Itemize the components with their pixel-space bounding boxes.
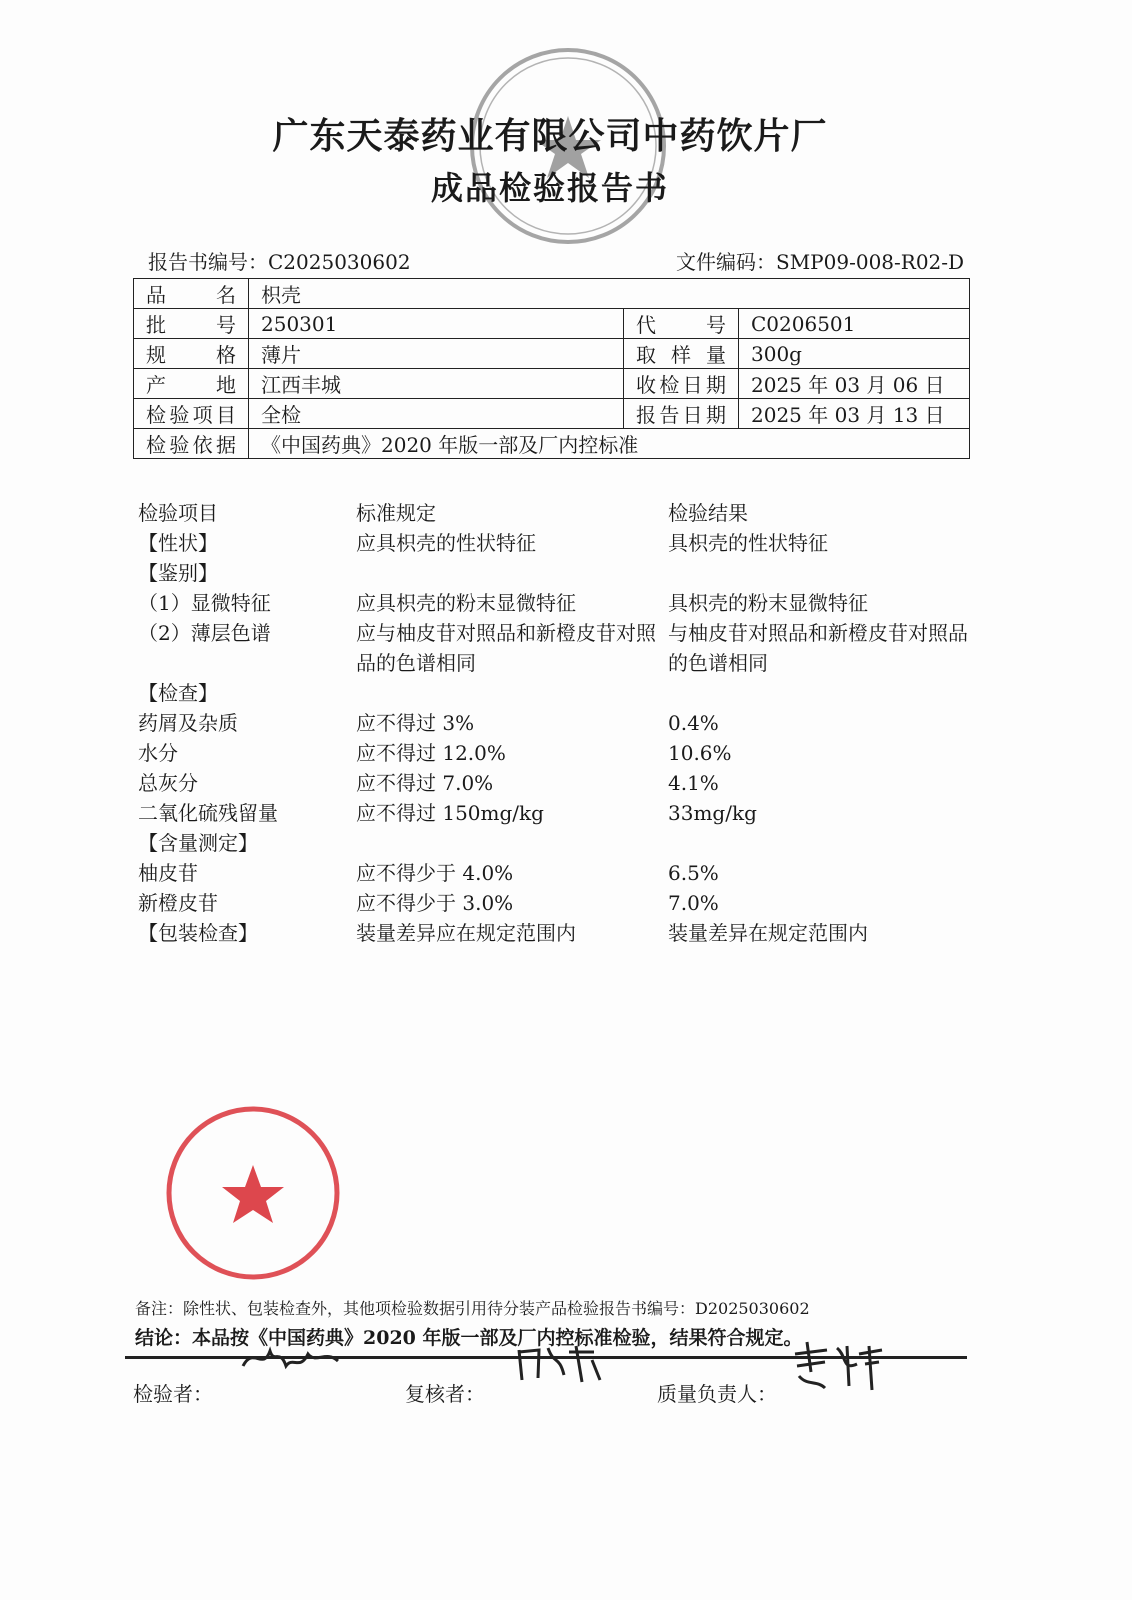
row-standard: 装量差异应在规定范围内: [356, 921, 576, 945]
receive-date-label: 收检日期: [624, 369, 739, 399]
report-number-value: C2025030602: [268, 250, 411, 274]
row-standard: 应不得过 12.0%: [356, 741, 506, 765]
batch-value: 250301: [249, 309, 624, 339]
row-item: 二氧化硫残留量: [138, 801, 278, 825]
spec-value: 薄片: [249, 339, 624, 369]
product-info-table: [133, 278, 970, 459]
row-item: 药屑及杂质: [138, 711, 238, 735]
qa-signature: [787, 1336, 887, 1394]
row-result: 33mg/kg: [668, 801, 757, 825]
row-result: 7.0%: [668, 891, 719, 915]
row-item: （2）薄层色谱: [138, 621, 271, 645]
reviewer-label: 复核者：: [405, 1382, 485, 1406]
remark-note: 备注：除性状、包装检查外，其他项检验数据引用待分装产品检验报告书编号：D2025030602: [135, 1299, 810, 1318]
sample-qty-value: 300g: [739, 339, 970, 369]
list-item: [138, 528, 988, 558]
basis-label: 检验依据: [134, 429, 249, 459]
row-result: 具枳壳的性状特征: [668, 531, 828, 555]
file-code: [676, 246, 964, 275]
qa-label: 质量负责人：: [657, 1382, 777, 1406]
row-item: 【含量测定】: [138, 831, 258, 855]
report-date-label: 报告日期: [624, 399, 739, 429]
table-row: [134, 339, 970, 369]
test-item-value: 全检: [249, 399, 624, 429]
company-title: 广东天泰药业有限公司中药饮片厂: [272, 115, 828, 157]
spec-label: 规格: [134, 339, 249, 369]
row-result: 0.4%: [668, 711, 719, 735]
row-standard: 应不得过 7.0%: [356, 771, 494, 795]
batch-label: 批号: [134, 309, 249, 339]
row-item: 【检查】: [138, 681, 218, 705]
list-item: [138, 828, 988, 858]
header-result: 检验结果: [668, 501, 748, 525]
row-item: 柚皮苷: [138, 861, 198, 885]
list-item: [138, 888, 988, 918]
row-standard: 应不得过 150mg/kg: [356, 801, 544, 825]
list-item: [138, 618, 988, 678]
row-item: 新橙皮苷: [138, 891, 218, 915]
row-standard: 应不得少于 4.0%: [356, 861, 514, 885]
list-item: [138, 558, 988, 588]
row-item: 【鉴别】: [138, 561, 218, 585]
list-item: [138, 798, 988, 828]
row-standard: 应与柚皮苷对照品和新橙皮苷对照品的色谱相同: [356, 621, 656, 675]
quality-dept-stamp: [163, 1103, 343, 1283]
list-item: [138, 768, 988, 798]
row-item: 水分: [138, 741, 178, 765]
test-item-label: 检验项目: [134, 399, 249, 429]
report-date-value: 2025 年 03 月 13 日: [739, 399, 970, 429]
basis-value: 《中国药典》2020 年版一部及厂内控标准: [249, 429, 970, 459]
table-row: [134, 369, 970, 399]
receive-date-value: 2025 年 03 月 06 日: [739, 369, 970, 399]
row-result: 与柚皮苷对照品和新橙皮苷对照品的色谱相同: [668, 621, 968, 675]
code-label: 代号: [624, 309, 739, 339]
row-result: 4.1%: [668, 771, 719, 795]
row-item: 总灰分: [138, 771, 198, 795]
row-item: 【包装检查】: [138, 921, 258, 945]
row-standard: 应不得少于 3.0%: [356, 891, 514, 915]
row-result: 10.6%: [668, 741, 732, 765]
list-item: [138, 738, 988, 768]
reviewer-signature: [514, 1340, 606, 1390]
table-row: [134, 429, 970, 459]
origin-label: 产地: [134, 369, 249, 399]
inspector-signature: [238, 1336, 348, 1386]
inspector-label: 检验者：: [133, 1382, 213, 1406]
list-item: [138, 588, 988, 618]
list-item: [138, 708, 988, 738]
row-result: 6.5%: [668, 861, 719, 885]
row-item: 【性状】: [138, 531, 218, 555]
results-header: [138, 498, 988, 528]
row-result: 具枳壳的粉末显微特征: [668, 591, 868, 615]
conclusion: 结论：本品按《中国药典》2020 年版一部及厂内控标准检验，结果符合规定。: [135, 1327, 803, 1349]
code-value: C0206501: [739, 309, 970, 339]
sample-qty-label: 取样量: [624, 339, 739, 369]
report-number-label: 报告书编号：: [148, 250, 268, 274]
results-section: [138, 498, 988, 948]
list-item: [138, 918, 988, 948]
origin-value: 江西丰城: [249, 369, 624, 399]
list-item: [138, 678, 988, 708]
product-name-value: 枳壳: [249, 279, 970, 309]
table-row: [134, 309, 970, 339]
row-result: 装量差异在规定范围内: [668, 921, 868, 945]
report-number: [148, 246, 411, 275]
report-title: 成品检验报告书: [430, 169, 669, 207]
table-row: [134, 279, 970, 309]
row-standard: 应具枳壳的粉末显微特征: [356, 591, 576, 615]
file-code-value: SMP09-008-R02-D: [776, 250, 965, 274]
header-item: 检验项目: [138, 501, 218, 525]
file-code-label: 文件编码：: [676, 250, 776, 274]
row-standard: 应具枳壳的性状特征: [356, 531, 536, 555]
row-item: （1）显微特征: [138, 591, 271, 615]
list-item: [138, 858, 988, 888]
row-standard: 应不得过 3%: [356, 711, 475, 735]
header-standard: 标准规定: [356, 501, 436, 525]
product-name-label: 品名: [134, 279, 249, 309]
table-row: [134, 399, 970, 429]
